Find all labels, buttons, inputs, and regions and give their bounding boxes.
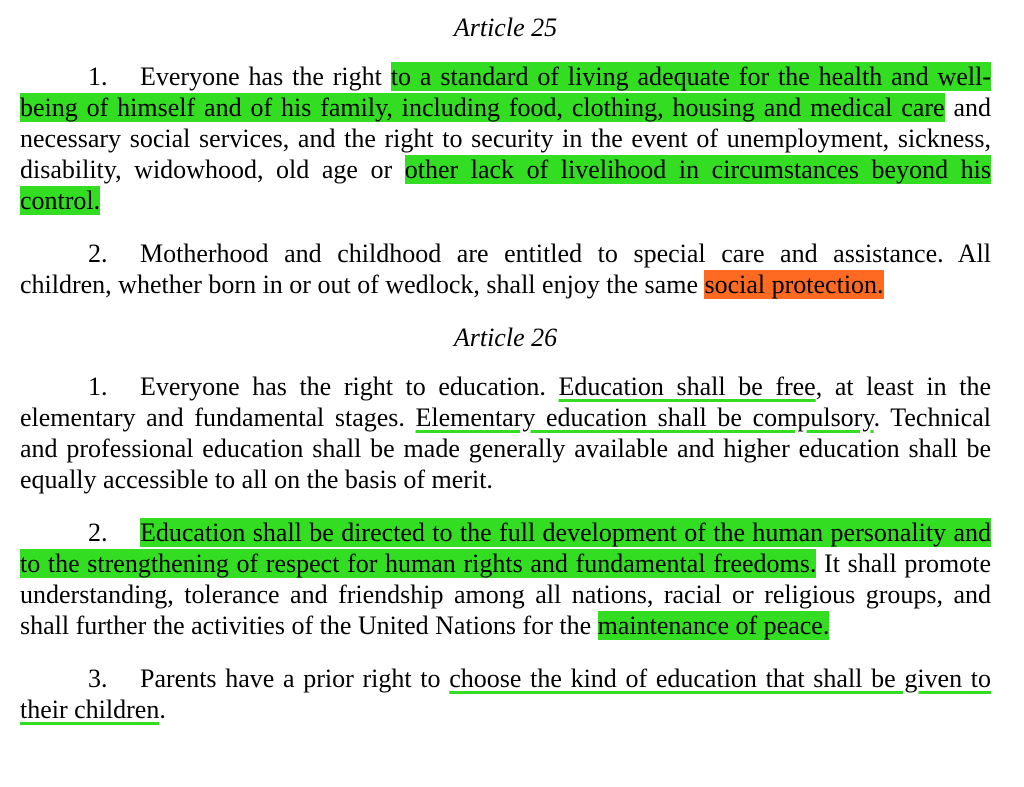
text-segment: Everyone has the right to education. (140, 372, 559, 401)
green-highlight: maintenance of peace. (597, 611, 830, 640)
paragraph-number: 1. (88, 62, 108, 91)
text-segment: Motherhood and childhood are entitled to special care and assistance. All children, whether born in or out of wedlock, shall enjoy the same (20, 239, 991, 299)
green-underline: Education shall be free (558, 372, 816, 401)
paragraph-number: 3. (88, 664, 108, 693)
paragraph-number: 2. (88, 518, 108, 547)
article-25-paragraph-2 (20, 238, 991, 300)
text-segment: and necessary social services, and the right to security in the event of unemployment, sickness, disability, widowhood, old age or (20, 93, 991, 184)
document-page (20, 0, 991, 725)
text-segment: . (159, 695, 166, 724)
article-25-heading: Article 25 (453, 13, 558, 42)
article-26-paragraph-2 (20, 517, 991, 641)
article-26-paragraph-3 (20, 663, 991, 725)
green-underline: Elementary education shall be compulsory (415, 403, 874, 432)
paragraph-number: 2. (88, 239, 108, 268)
paragraph-number: 1. (88, 372, 108, 401)
green-highlight: to a standard of living adequate for the health and well-being of himself and of his family, including food, clothing, housing and medical care (20, 62, 991, 122)
text-segment: It shall promote understanding, tolerance and friendship among all nations, racial or religious groups, and shall further the activities of the United Nations for the (20, 549, 991, 640)
article-25-paragraph-1 (20, 61, 991, 216)
article-26-paragraph-1 (20, 371, 991, 495)
orange-highlight: social protection. (704, 270, 884, 299)
article-26-heading: Article 26 (453, 323, 558, 352)
green-underline: choose the kind of education that shall be given to their children (20, 664, 992, 724)
text-segment: Parents have a prior right to (140, 664, 450, 693)
text-segment: , at least in the elementary and fundamental stages. (20, 372, 991, 432)
green-highlight: Education shall be directed to the full development of the human personality and to the strengthening of respect for human rights and fundamental freedoms. (20, 518, 991, 578)
text-segment: Everyone has the right (140, 62, 391, 91)
green-highlight: other lack of livelihood in circumstances beyond his control. (20, 155, 991, 215)
text-segment: . Technical and professional education shall be made generally available and higher education shall be equally accessible to all on the basis of merit. (20, 403, 991, 494)
